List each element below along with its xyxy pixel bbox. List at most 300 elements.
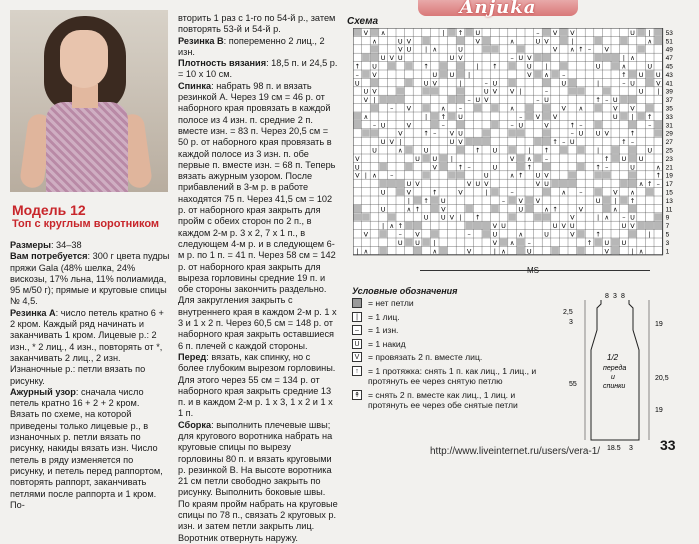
stitch-symbol: U (492, 163, 498, 172)
stitch-symbol: ∧ (432, 247, 438, 256)
stitch-symbol: | (433, 238, 436, 247)
stitch-symbol: V (449, 213, 455, 222)
stitch-symbol: V (432, 79, 437, 88)
stitch-symbol: U (518, 121, 524, 130)
stitch-symbol: – (630, 138, 635, 147)
stitch-symbol: ∧ (604, 213, 610, 222)
stitch-symbol: V (415, 180, 420, 189)
no-stitch-cell (388, 213, 396, 220)
stitch-symbol: U (501, 222, 506, 231)
stitch-symbol: U (621, 222, 627, 231)
row-number: 25 (665, 147, 673, 155)
no-stitch-cell (448, 113, 456, 120)
stitch-symbol: U (595, 129, 601, 138)
source-url: http://www.liveinternet.ru/users/vera-1/ (430, 446, 601, 457)
row-number: 47 (665, 55, 673, 63)
stitch-symbol: | (424, 45, 428, 54)
stitch-symbol: ∧ (518, 230, 524, 239)
stitch-symbol: U (415, 238, 420, 247)
stitch-symbol: ↑ (655, 171, 662, 180)
no-stitch-cell (431, 87, 439, 94)
no-stitch-cell (612, 54, 620, 61)
no-stitch-cell (646, 79, 654, 86)
stitch-symbol: V (492, 87, 498, 96)
stitch-symbol: – (605, 163, 609, 172)
stitch-symbol: V (613, 188, 618, 197)
legend-title: Условные обозначения (352, 286, 458, 296)
stitch-symbol: | (631, 247, 634, 256)
no-stitch-cell (517, 239, 525, 246)
stitch-symbol: V (570, 28, 575, 37)
stitch-symbol: – (656, 180, 660, 189)
no-stitch-cell (577, 87, 585, 94)
stitch-symbol: V (604, 45, 609, 54)
stitch-symbol: U (423, 79, 429, 88)
stitch-symbol: U (578, 129, 584, 138)
stitch-symbol: – (390, 104, 394, 113)
no-stitch-cell (655, 213, 663, 220)
no-stitch-cell (517, 155, 525, 162)
model-title: Модель 12 (12, 202, 86, 218)
no-stitch-cell (629, 155, 637, 162)
stitch-symbol: | (476, 62, 479, 71)
stitch-symbol: U (458, 112, 463, 121)
stitch-symbol: ↑ (595, 96, 601, 105)
stitch-symbol: – (510, 121, 514, 130)
no-stitch-cell (457, 171, 465, 178)
stitch-symbol: ∧ (647, 37, 653, 46)
stitch-symbol: – (622, 213, 626, 222)
no-stitch-cell (560, 37, 568, 44)
no-stitch-cell (629, 180, 637, 187)
no-stitch-cell (397, 87, 405, 94)
stitch-symbol: U (621, 154, 627, 163)
stitch-symbol: U (397, 54, 403, 63)
rib-b-label: Резинка В (178, 35, 224, 46)
no-stitch-cell (646, 104, 654, 111)
stitch-symbol: ∧ (509, 238, 515, 247)
no-stitch-cell (655, 37, 663, 44)
stitch-symbol: V (509, 154, 515, 163)
stitch-symbol: ↑ (474, 146, 481, 155)
no-stitch-cell (431, 113, 439, 120)
no-stitch-cell (543, 79, 551, 86)
lace-cont-text: вторить 1 раз с 1-го по 54-й р., затем повторять 53-й и 54-й р. (178, 13, 336, 35)
model-photo (10, 10, 168, 192)
instructions-column-2 (178, 13, 338, 544)
no-stitch-cell (517, 45, 525, 52)
stitch-symbol: ↑ (621, 138, 627, 147)
stitch-symbol: | (399, 138, 402, 147)
no-stitch-cell (629, 171, 637, 178)
stitch-symbol: V (484, 180, 489, 189)
stitch-symbol: U (630, 79, 635, 88)
no-stitch-cell (491, 45, 499, 52)
stitch-symbol: U (432, 70, 438, 79)
stitch-symbol: ∧ (363, 247, 369, 256)
stitch-symbol: ↑ (646, 180, 653, 189)
no-stitch-cell (612, 247, 620, 254)
stitch-symbol: V (458, 54, 463, 63)
stitch-symbol: V (441, 205, 446, 214)
no-stitch-cell (405, 239, 413, 246)
no-stitch-cell (448, 96, 456, 103)
no-stitch-cell (620, 180, 628, 187)
stitch-symbol: ↑ (354, 62, 361, 71)
no-stitch-cell (483, 138, 491, 145)
stitch-symbol: ∧ (363, 112, 369, 121)
stitch-symbol: V (406, 104, 412, 113)
stitch-symbol: U (544, 180, 549, 189)
stitch-symbol: – (536, 28, 540, 37)
no-stitch-cell (543, 163, 551, 170)
stitch-symbol: V (484, 96, 489, 105)
stitch-symbol: U (363, 87, 369, 96)
stitch-symbol: ∧ (406, 205, 412, 214)
row-number: 41 (665, 80, 673, 88)
stitch-symbol: – (605, 96, 609, 105)
no-stitch-cell (612, 146, 620, 153)
no-stitch-cell (569, 79, 577, 86)
row-number: 35 (665, 105, 673, 113)
no-stitch-cell (491, 205, 499, 212)
no-stitch-cell (637, 45, 645, 52)
no-stitch-cell (543, 188, 551, 195)
stitch-symbol: U (535, 171, 541, 180)
stitch-symbol: ↑ (423, 129, 429, 138)
no-stitch-cell (448, 171, 456, 178)
no-stitch-cell (440, 71, 448, 78)
no-stitch-cell (431, 205, 439, 212)
no-stitch-cell (431, 230, 439, 237)
stitch-symbol: V (509, 87, 515, 96)
stitch-symbol: | (424, 112, 428, 121)
materials-text: : 300 г цвета пудры пряжи Gala (48% шелка, 24% вискозы, 17% льна, 11% полиамида, 95 м/50 г); прямые и круговые спицы № 4,5. (10, 251, 170, 307)
legend-symbol-icon: U (352, 339, 362, 349)
stitch-symbol: ↑ (603, 154, 610, 163)
schem-top-3: 8 (621, 293, 625, 300)
stitch-symbol: | (356, 247, 359, 256)
stitch-symbol: V (363, 96, 369, 105)
stitch-symbol: U (423, 146, 429, 155)
no-stitch-cell (465, 29, 473, 36)
stitch-symbol: ∧ (509, 37, 515, 46)
stitch-symbol: V (535, 112, 541, 121)
stitch-symbol: | (571, 37, 574, 46)
stitch-symbol: V (578, 205, 584, 214)
no-stitch-cell (646, 71, 654, 78)
legend-text: = 1 накид (368, 338, 406, 349)
stitch-symbol: ∧ (544, 205, 549, 214)
no-stitch-cell (629, 146, 637, 153)
stitch-symbol: – (467, 163, 471, 172)
stitch-symbol: – (536, 96, 540, 105)
stitch-symbol: ∧ (372, 171, 377, 180)
knitting-chart (353, 28, 680, 262)
density-text: : 18,5 п. и 24,5 р. = 10 х 10 см. (178, 58, 338, 80)
no-stitch-cell (371, 29, 379, 36)
stitch-symbol: U (544, 96, 549, 105)
back-label: Спинка (178, 80, 212, 91)
no-stitch-cell (457, 87, 465, 94)
legend-text: = снять 2 п. вместе как лиц., 1 лиц. и протянуть ее через обе снятые петли (368, 389, 518, 410)
stitch-symbol: | (631, 112, 634, 121)
stitch-symbol: – (510, 188, 514, 197)
stitch-symbol: U (372, 62, 377, 71)
stitch-symbol: U (569, 222, 575, 231)
stitch-symbol: U (406, 45, 412, 54)
stitch-symbol: U (647, 146, 653, 155)
materials-label: Вам потребуется (10, 251, 88, 262)
stitch-symbol: V (389, 138, 394, 147)
stitch-symbol: ∧ (380, 28, 386, 37)
legend-symbol-icon: V (352, 352, 362, 362)
stitch-symbol: ∧ (389, 222, 395, 231)
stitch-symbol: | (373, 96, 376, 105)
row-number: 3 (665, 239, 670, 247)
stitch-symbol: ↑ (517, 171, 524, 180)
row-number: 1 (665, 248, 670, 256)
no-stitch-cell (620, 113, 628, 120)
no-stitch-cell (517, 247, 525, 254)
stitch-symbol: | (459, 79, 462, 88)
no-stitch-cell (388, 96, 396, 103)
no-stitch-cell (603, 54, 611, 61)
stitch-symbol: ↑ (414, 205, 421, 214)
stitch-symbol: V (630, 222, 635, 231)
stitch-symbol: U (449, 138, 455, 147)
stitch-symbol: V (492, 222, 498, 231)
schem-left-mid: 3 (569, 319, 573, 326)
no-stitch-cell (629, 230, 637, 237)
stitch-symbol: | (545, 62, 548, 71)
no-stitch-cell (354, 205, 362, 212)
stitch-symbol: V (604, 247, 609, 256)
ms-label: MS (527, 266, 539, 275)
row-number: 49 (665, 46, 673, 54)
stitch-symbol: | (596, 79, 600, 88)
assembly-label: Сборка (178, 419, 212, 430)
no-stitch-cell (560, 29, 568, 36)
knitting-chart-grid (353, 28, 680, 262)
stitch-symbol: U (380, 138, 386, 147)
no-stitch-cell (491, 188, 499, 195)
no-stitch-cell (422, 155, 430, 162)
stitch-symbol: ∧ (509, 171, 515, 180)
no-stitch-cell (646, 188, 654, 195)
no-stitch-cell (526, 113, 534, 120)
no-stitch-cell (474, 222, 482, 229)
no-stitch-cell (594, 171, 602, 178)
no-stitch-cell (379, 230, 387, 237)
stitch-symbol: V (535, 196, 541, 205)
stitch-symbol: U (544, 230, 549, 239)
legend (352, 298, 552, 414)
stitch-symbol: V (527, 70, 532, 79)
row-number: 5 (665, 231, 670, 239)
stitch-symbol: ∧ (655, 163, 661, 172)
no-stitch-cell (474, 138, 482, 145)
stitch-symbol: U (380, 54, 386, 63)
stitch-symbol: ∧ (638, 180, 644, 189)
stitch-symbol: ∧ (638, 247, 644, 256)
no-stitch-cell (457, 96, 465, 103)
no-stitch-cell (371, 79, 379, 86)
stitch-symbol: V (604, 129, 609, 138)
stitch-symbol: ∧ (621, 62, 627, 71)
no-stitch-cell (560, 146, 568, 153)
no-stitch-cell (354, 29, 362, 36)
stitch-symbol: U (475, 96, 481, 105)
no-stitch-cell (362, 129, 370, 136)
rib-b-text: : попеременно 2 лиц., 2 изн. (178, 35, 325, 57)
no-stitch-cell (483, 45, 491, 52)
stitch-symbol: ↑ (397, 222, 404, 231)
no-stitch-cell (405, 163, 413, 170)
stitch-symbol: – (570, 129, 574, 138)
stitch-symbol: V (398, 129, 403, 138)
stitch-symbol: V (449, 129, 455, 138)
no-stitch-cell (508, 79, 516, 86)
row-number: 9 (665, 214, 670, 222)
stitch-symbol: | (364, 171, 368, 180)
legend-item (352, 339, 552, 350)
stitch-symbol: – (587, 45, 592, 54)
no-stitch-cell (379, 180, 387, 187)
stitch-symbol: U (415, 154, 420, 163)
no-stitch-cell (543, 29, 551, 36)
front-label: Перед (178, 351, 207, 362)
stitch-symbol: – (441, 121, 445, 130)
stitch-symbol: V (475, 37, 480, 46)
no-stitch-cell (354, 121, 362, 128)
no-stitch-cell (422, 171, 430, 178)
no-stitch-cell (612, 239, 620, 246)
stitch-symbol: U (630, 28, 635, 37)
stitch-symbol: – (398, 230, 402, 239)
legend-text: = нет петли (368, 298, 414, 308)
stitch-symbol: ↑ (595, 230, 601, 239)
stitch-symbol: ∧ (612, 205, 618, 214)
stitch-symbol: – (622, 79, 626, 88)
stitch-symbol: U (397, 37, 403, 46)
no-stitch-cell (577, 163, 585, 170)
no-stitch-cell (534, 54, 542, 61)
schem-left-big: 55 (569, 381, 577, 388)
no-stitch-cell (422, 239, 430, 246)
no-stitch-cell (354, 213, 362, 220)
stitch-symbol: V (432, 163, 437, 172)
no-stitch-cell (500, 239, 508, 246)
stitch-symbol: | (622, 54, 626, 63)
legend-item (352, 298, 552, 309)
row-number: 7 (665, 223, 670, 231)
stitch-symbol: – (467, 230, 471, 239)
no-stitch-cell (534, 213, 542, 220)
schem-right-a: 19 (655, 321, 663, 328)
no-stitch-cell (508, 146, 516, 153)
stitch-symbol: U (655, 70, 661, 79)
stitch-symbol: ↑ (423, 62, 429, 71)
stitch-symbol: – (390, 171, 394, 180)
stitch-symbol: ∧ (544, 70, 549, 79)
schem-back: спинки (603, 383, 626, 390)
no-stitch-cell (405, 222, 413, 229)
stitch-symbol: V (458, 138, 463, 147)
no-stitch-cell (483, 129, 491, 136)
stitch-symbol: V (570, 213, 575, 222)
stitch-symbol: V (415, 230, 420, 239)
stitch-symbol: – (519, 112, 523, 121)
row-number: 45 (665, 63, 673, 71)
no-stitch-cell (655, 121, 663, 128)
no-stitch-cell (371, 54, 379, 61)
no-stitch-cell (603, 197, 611, 204)
no-stitch-cell (569, 180, 577, 187)
no-stitch-cell (397, 188, 405, 195)
stitch-symbol: U (475, 180, 481, 189)
row-number: 13 (665, 197, 673, 205)
no-stitch-cell (603, 171, 611, 178)
stitch-symbol: ∧ (440, 104, 446, 113)
legend-item (352, 352, 552, 363)
stitch-symbol: U (561, 79, 567, 88)
stitch-symbol: V (535, 180, 541, 189)
no-stitch-cell (431, 197, 439, 204)
stitch-symbol: V (363, 28, 369, 37)
stitch-symbol: V (527, 54, 532, 63)
no-stitch-cell (491, 121, 499, 128)
stitch-symbol: ∧ (561, 188, 567, 197)
stitch-symbol: V (466, 247, 472, 256)
no-stitch-cell (414, 197, 422, 204)
no-stitch-cell (465, 222, 473, 229)
schem-top-1: 8 (605, 293, 609, 300)
no-stitch-cell (620, 197, 628, 204)
stitch-symbol: | (648, 230, 651, 239)
stitch-symbol: – (433, 129, 437, 138)
legend-text: = 1 изн. (368, 325, 399, 335)
row-number: 43 (665, 71, 673, 79)
stitch-symbol: U (372, 146, 377, 155)
no-stitch-cell (517, 129, 525, 136)
no-stitch-cell (405, 146, 413, 153)
stitch-symbol: | (614, 196, 617, 205)
no-stitch-cell (655, 29, 663, 36)
lace-text: : сначала число петель кратно 16 + 2 + 2 кром. Вязать по схеме, на которой приведены только лицевые р., в изнаночных р. петли вязать по рисунку, накиды вязать изн. Число петель в ряду изменяется по рисунку, и петель перед раппортом, повторять раппорт, заканчивать петлями после раппорта и 1 кром. По- (10, 386, 163, 510)
no-stitch-cell (405, 62, 413, 69)
no-stitch-cell (379, 247, 387, 254)
no-stitch-cell (483, 222, 491, 229)
stitch-symbol: U (518, 205, 524, 214)
no-stitch-cell (526, 205, 534, 212)
stitch-symbol: ↑ (578, 45, 584, 54)
no-stitch-cell (397, 96, 405, 103)
stitch-symbol: | (450, 154, 454, 163)
stitch-symbol: V (630, 104, 635, 113)
no-stitch-cell (414, 247, 422, 254)
no-stitch-cell (508, 129, 516, 136)
stitch-symbol: U (397, 238, 403, 247)
no-stitch-cell (362, 71, 370, 78)
no-stitch-cell (405, 79, 413, 86)
stitch-symbol: – (579, 121, 583, 130)
stitch-symbol: – (544, 154, 549, 163)
no-stitch-cell (560, 180, 568, 187)
no-stitch-cell (457, 71, 465, 78)
no-stitch-cell (362, 213, 370, 220)
stitch-symbol: V (406, 121, 412, 130)
